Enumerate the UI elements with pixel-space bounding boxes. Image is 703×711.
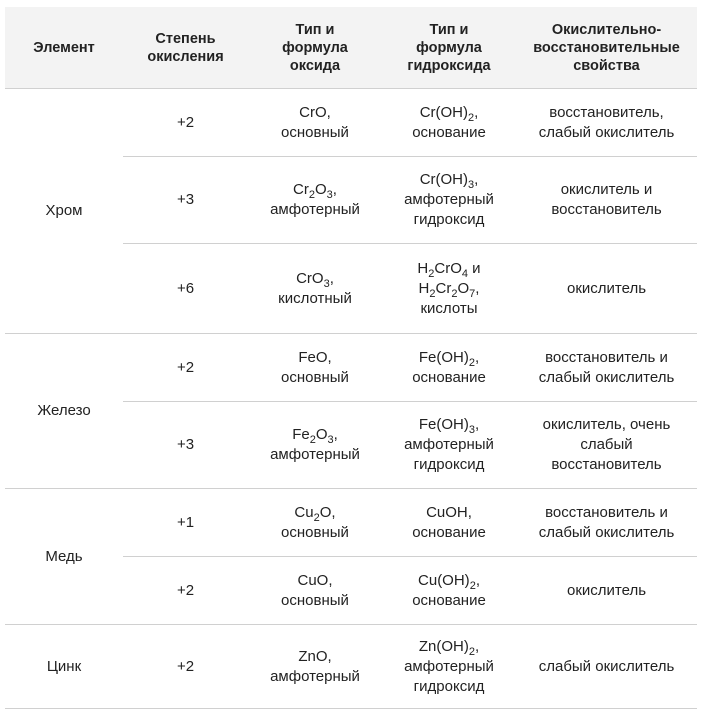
formula-part: H [418,279,430,297]
header-text: оксида [289,57,341,74]
hydroxide-cell [382,625,516,708]
redox-cell [516,157,697,243]
formula-subscript: 2 [468,645,475,658]
formula-subscript: 7 [469,287,476,300]
redox-cell [516,557,697,624]
formula-subscript: 3 [468,424,475,436]
header-text: свойства [573,57,640,74]
hydroxide-type: гидроксид [413,211,485,228]
formula-subscript: 3 [326,189,333,201]
hydroxide-type: основание [412,523,486,541]
oxide-type: кислотный [278,289,352,307]
oxide-cell [248,244,382,333]
element-iron [5,334,123,488]
formula-part: , [475,571,480,589]
header-text: гидроксида [407,57,491,74]
hydroxide-cell [382,557,516,624]
hydroxide-cell [382,244,516,333]
hydroxide-type: кислоты [420,299,478,317]
hydroxide-cell [382,489,516,556]
formula-part: Cr [299,103,315,121]
formula-subscript: 2 [308,189,315,201]
hydroxide-type: основание [412,591,486,609]
state-value: +2 [176,113,195,131]
formula-part: , [474,416,480,433]
header-text: восстановительные [533,39,680,56]
redox-text: восстановитель, [549,103,664,121]
oxide-type: амфотерный [270,201,360,218]
formula-part: ZnO, [298,647,332,665]
formula-part: Cu(OH) [418,571,470,589]
formula-part: , [329,269,334,287]
formula-subscript: 2 [451,287,458,300]
header-text: Степень [155,30,216,47]
formula-subscript: 2 [469,579,476,592]
redox-text: восстановитель [551,201,662,218]
formula-part: Fe(OH) [418,348,469,366]
oxide-type: основный [281,368,349,386]
formula-part: , [474,637,480,655]
redox-text: слабый окислитель [538,523,675,541]
header-oxidation-state [123,7,248,88]
formula-subscript: 3 [327,434,334,446]
state-value: +3 [176,436,195,453]
oxide-cell [248,89,382,156]
formula-subscript: 2 [309,434,316,446]
formula-part: Cr [435,279,452,297]
state-value: +3 [176,191,195,208]
formula-part: O [314,181,327,198]
element-name: Медь [45,547,83,565]
redox-cell [516,334,697,401]
hydroxide-cell [382,89,516,156]
formula-part: Zn(OH) [418,637,469,655]
hydroxide-type: амфотерный [404,436,494,453]
header-text: Тип и [429,21,469,38]
oxide-type: основный [281,123,349,141]
state-value: +2 [176,657,195,675]
header-text: Окислительно- [551,21,662,38]
hydroxide-type: основание [412,123,486,141]
formula-part: , [333,426,338,443]
redox-text: слабый окислитель [538,657,675,675]
oxidation-state [123,557,248,624]
formula-part: O [457,279,470,297]
header-hydroxide [382,7,516,88]
hydroxide-type: гидроксид [413,456,485,473]
formula-part: Cr(OH) [419,171,469,188]
oxide-cell [248,334,382,401]
formula-subscript: 2 [468,356,475,369]
header-text: Тип и [295,21,335,38]
header-redox-properties [516,7,697,88]
hydroxide-type: основание [412,368,486,386]
oxide-type: основный [281,591,349,609]
hydroxide-cell [382,334,516,401]
oxide-type: амфотерный [270,446,360,463]
element-name: Железо [37,402,91,419]
oxide-cell [248,625,382,708]
formula-part: Cu [294,503,314,521]
formula-part: H [417,259,429,277]
element-zinc [5,625,123,708]
redox-text: слабый окислитель [538,123,675,141]
formula-part: , [474,103,479,121]
redox-cell [516,402,697,488]
oxidation-state [123,334,248,401]
formula-part: , [474,171,479,188]
oxide-type: основный [281,523,349,541]
header-element-label: Элемент [33,39,95,56]
redox-text: окислитель и [560,181,653,198]
formula-part: FeO, [298,348,332,366]
redox-text: восстановитель и [545,503,668,521]
redox-text: слабый окислитель [538,368,675,386]
state-value: +2 [176,358,195,376]
formula-part: O, [319,503,336,521]
header-element [5,7,123,88]
state-value: +2 [176,581,195,599]
formula-part: Cr [293,181,309,198]
formula-part: CrO [434,259,462,277]
hydroxide-type: гидроксид [413,677,485,695]
formula-subscript: 2 [429,287,436,300]
header-oxide [248,7,382,88]
element-chromium [5,89,123,333]
oxide-cell [248,157,382,243]
element-copper [5,489,123,624]
oxidation-state [123,489,248,556]
redox-text: восстановитель [551,456,662,473]
redox-text: окислитель [566,581,647,599]
header-text: формула [416,39,482,56]
formula-part: , [332,181,337,198]
redox-cell [516,244,697,333]
formula-part: и [468,259,481,277]
oxidation-state [123,625,248,708]
oxidation-state [123,402,248,488]
state-value: +6 [176,279,195,297]
oxidation-state [123,244,248,333]
formula-subscript: 2 [313,511,320,524]
redox-cell [516,489,697,556]
formula-part: O [315,426,328,443]
oxidation-state [123,89,248,156]
hydroxide-type: амфотерный [404,191,494,208]
header-text: окисления [147,48,224,65]
formula-part: Cr(OH) [419,103,469,121]
oxide-cell [248,402,382,488]
formula-part: , [474,348,480,366]
formula-subscript: 3 [468,179,475,191]
hydroxide-cell [382,157,516,243]
formula-subscript: 2 [468,111,475,124]
formula-part: Fe(OH) [418,416,469,433]
redox-text: слабый [580,436,633,453]
oxide-cell [248,489,382,556]
row-divider [5,708,697,709]
header-text: формула [282,39,348,56]
formula-part: CuO, [297,571,333,589]
state-value: +1 [176,513,195,531]
formula-subscript: 4 [461,267,469,280]
redox-cell [516,89,697,156]
formula-part: CrO [296,269,324,287]
formula-subscript: 2 [428,267,435,280]
formula-part: O, [314,103,331,121]
formula-subscript: 3 [323,277,330,290]
redox-text: окислитель [566,279,647,297]
oxide-cell [248,557,382,624]
formula-part: CuOH, [426,503,472,521]
oxidation-state [123,157,248,243]
formula-part: , [475,279,480,297]
redox-text: восстановитель и [545,348,668,366]
hydroxide-cell [382,402,516,488]
hydroxide-type: амфотерный [404,657,494,675]
redox-text: окислитель, очень [542,416,671,433]
oxide-type: амфотерный [270,667,360,685]
formula-part: Fe [292,426,310,443]
element-name: Цинк [46,657,82,675]
redox-cell [516,625,697,708]
element-name: Хром [45,202,83,219]
